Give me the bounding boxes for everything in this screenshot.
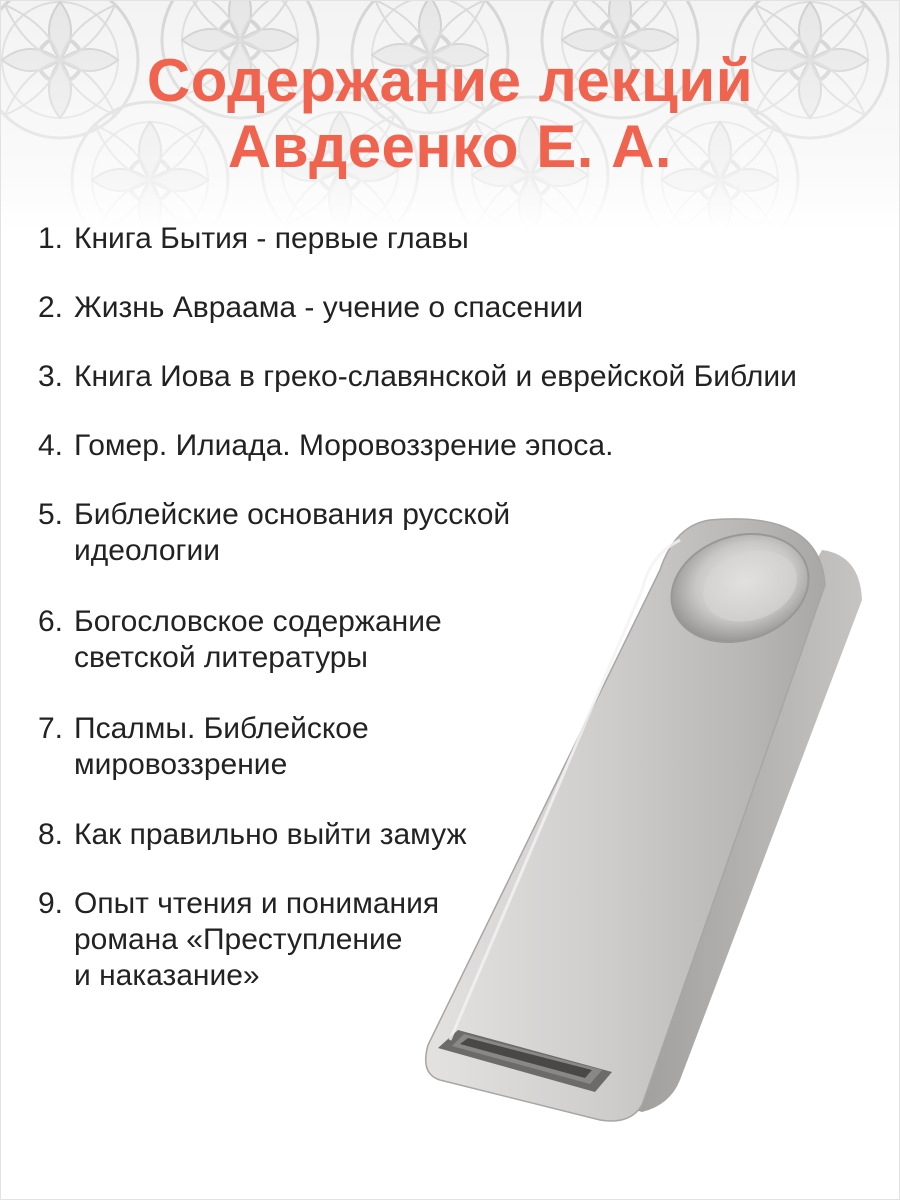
- lecture-item-4: [38, 428, 613, 464]
- lecture-text: Книга Бытия - первые главы: [74, 222, 469, 255]
- lecture-number: 5.: [38, 498, 64, 531]
- lecture-number: 6.: [38, 605, 64, 638]
- lecture-text-continued: мировоззрение: [74, 748, 288, 781]
- lecture-text: Жизнь Авраама - учение о спасении: [74, 291, 584, 324]
- lecture-text: Как правильно выйти замуж: [74, 818, 467, 851]
- lecture-text: Псалмы. Библейское: [74, 712, 369, 745]
- lecture-text-continued: идеологии: [74, 534, 220, 567]
- lecture-number: 3.: [38, 360, 64, 393]
- lecture-item-3: [38, 359, 797, 395]
- lecture-item-6: [38, 604, 442, 676]
- lecture-text: Гомер. Илиада. Моровоззрение эпоса.: [74, 429, 614, 462]
- lecture-number: 1.: [38, 222, 64, 255]
- lecture-number: 9.: [38, 887, 64, 920]
- lecture-item-1: [38, 221, 469, 257]
- lecture-item-5: [38, 497, 510, 569]
- lecture-item-9: [38, 886, 439, 994]
- title-line-2: Авдеенко Е. А.: [227, 113, 673, 180]
- lecture-item-7: [38, 711, 369, 783]
- lecture-text: Опыт чтения и понимания: [74, 887, 440, 920]
- page-title: [0, 48, 900, 180]
- lecture-number: 8.: [38, 818, 64, 851]
- lecture-number: 4.: [38, 429, 64, 462]
- lecture-text: Книга Иова в греко-славянской и еврейской Библии: [74, 360, 797, 393]
- lecture-item-8: [38, 817, 467, 853]
- lecture-text-continued: светской литературы: [74, 641, 368, 674]
- lecture-number: 2.: [38, 291, 64, 324]
- lecture-text-continued: романа «Преступление: [74, 923, 403, 956]
- lecture-number: 7.: [38, 712, 64, 745]
- lecture-item-2: [38, 290, 583, 326]
- title-line-1: Содержание лекций: [146, 47, 754, 114]
- lecture-text: Библейские основания русской: [74, 498, 511, 531]
- lecture-text-continued: и наказание»: [74, 959, 260, 992]
- lecture-text: Богословское содержание: [74, 605, 442, 638]
